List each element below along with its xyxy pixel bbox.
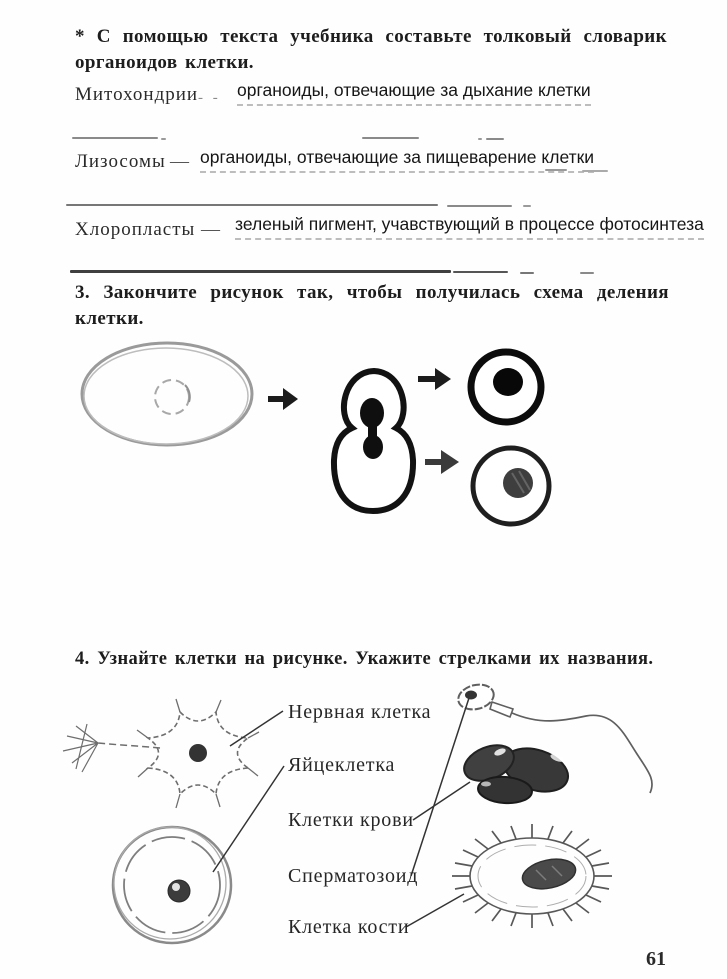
blank-line-segment xyxy=(545,169,567,171)
bone-cell-drawing xyxy=(452,824,612,928)
label-nerve-cell: Нервная клетка xyxy=(288,701,432,723)
label-egg-cell: Яйцеклетка xyxy=(288,754,396,776)
term-chloroplasts-dash: — xyxy=(201,219,220,240)
blank-line-segment xyxy=(520,272,534,274)
answer-lysosomes[interactable]: органоиды, отвечающие за пищеварение клетки xyxy=(200,147,594,173)
daughter-cell-2-drawing xyxy=(473,448,549,524)
blank-line-segment[interactable] xyxy=(362,137,419,139)
dividing-cell-drawing xyxy=(334,371,413,511)
label-blood-cells: Клетки крови xyxy=(288,809,414,831)
blank-line-segment xyxy=(447,205,512,207)
term-lysosomes: Лизосомы xyxy=(75,151,166,172)
line-bone-cell xyxy=(406,894,464,927)
task1-title: * С помощью текста учебника составьте толковый словарик органоидов клетки. xyxy=(75,26,667,73)
term-chloroplasts: Хлоропласты xyxy=(75,219,196,240)
mother-cell-drawing xyxy=(82,343,252,445)
line-sperm-cell xyxy=(411,698,469,876)
arrow-right-icon xyxy=(418,368,451,390)
blank-line-segment[interactable] xyxy=(72,137,158,139)
blank-line[interactable] xyxy=(66,204,438,206)
blank-line-segment xyxy=(453,271,508,273)
blood-cells-drawing xyxy=(459,738,574,804)
blank-line-segment xyxy=(161,138,166,140)
blank-line-segment xyxy=(486,138,504,140)
answer-mitochondria[interactable]: органоиды, отвечающие за дыхание клетки xyxy=(237,80,591,106)
task3-title: 3. Закончите рисунок так, чтобы получилась схема деления клетки. xyxy=(75,282,669,329)
label-sperm-cell: Сперматозоид xyxy=(288,865,419,887)
label-bone-cell: Клетка кости xyxy=(288,916,410,938)
daughter-cell-1-drawing xyxy=(471,352,541,422)
page-number: 61 xyxy=(646,948,666,970)
arrow-right-icon xyxy=(268,388,298,410)
cell-division-diagram xyxy=(0,335,727,547)
answer-chloroplasts[interactable]: зеленый пигмент, учавствующий в процессе фотосинтеза xyxy=(235,214,704,240)
blank-line-segment xyxy=(580,272,594,274)
line-blood-cells xyxy=(413,782,470,820)
nerve-cell-drawing xyxy=(63,699,259,808)
egg-cell-drawing xyxy=(113,827,231,943)
line-egg-cell xyxy=(213,766,284,872)
blank-line[interactable] xyxy=(70,270,451,273)
task4-figure xyxy=(0,680,727,979)
term-lysosomes-dash: — xyxy=(170,151,189,172)
task4-title: 4. Узнайте клетки на рисунке. Укажите стрелками их названия. xyxy=(75,649,654,669)
line-nerve-cell xyxy=(230,711,283,746)
term-mitochondria: Митохондрии xyxy=(75,84,199,105)
term-mitochondria-dash: - - xyxy=(198,90,221,106)
arrow-right-icon xyxy=(425,450,459,474)
blank-line-segment xyxy=(582,170,608,172)
blank-line-segment xyxy=(478,138,482,140)
blank-line-segment xyxy=(523,205,531,207)
